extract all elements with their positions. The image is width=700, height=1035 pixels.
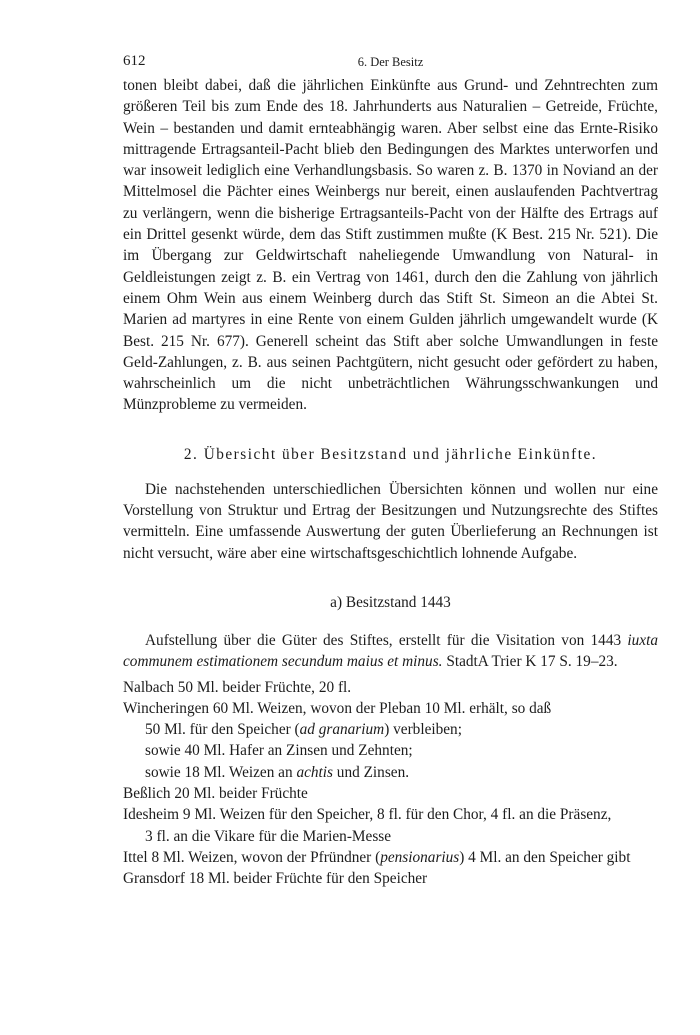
inventory-list — [123, 677, 658, 890]
page-number: 612 — [123, 53, 146, 69]
latin-phrase: iuxta communem estimationem secundum maius et minus. — [123, 631, 658, 671]
intro-text: Aufstellung über die Güter des Stiftes, erstellt für die Visitation von 1443 — [145, 631, 628, 649]
entry-line: Idesheim 9 Ml. Weizen für den Speicher, 8 fl. für den Chor, 4 fl. an die Präsenz, — [123, 806, 612, 824]
entry-continuation: sowie 18 Ml. Weizen an achtis und Zinsen. — [145, 763, 410, 781]
list-item-nalbach: Nalbach 50 Ml. beider Früchte, 20 fl. — [123, 678, 352, 696]
running-title: 6. Der Besitz — [357, 55, 424, 69]
latin-term: pensionarius — [380, 848, 460, 866]
list-item-ittel: Ittel 8 Ml. Weizen, wovon der Pfründner (pensionarius) 4 Ml. an den Speicher gibt — [123, 848, 631, 866]
list-item-besslich: Beßlich 20 Ml. beider Früchte — [123, 785, 308, 803]
list-item-idesheim — [123, 804, 658, 847]
body-paragraph-inventory-intro — [123, 630, 658, 673]
latin-term: achtis — [296, 763, 333, 781]
page-header — [123, 53, 658, 75]
book-page — [123, 53, 658, 890]
entry-continuation: 50 Ml. für den Speicher (ad granarium) verbleiben; — [145, 721, 462, 739]
body-paragraph-overview: Die nachstehenden unterschiedlichen Übersichten können und wollen nur eine Vorstellung von Struktur und Ertrag der Besitzungen und Nutzungsrechte des Stiftes vermitteln. Eine umfassende Auswertung der guten Überlieferung an Rechnungen ist nicht versucht, wäre aber eine wirtschaftsgeschichtlich lohnende Aufgabe. — [123, 480, 658, 562]
entry-continuation: 3 fl. an die Vikare für die Marien-Messe — [145, 827, 392, 845]
entry-line: Wincheringen 60 Ml. Weizen, wovon der Pleban 10 Ml. erhält, so daß — [123, 699, 552, 717]
source-citation: StadtA Trier K 17 S. 19–23. — [442, 653, 618, 671]
latin-term: ad granarium — [299, 721, 385, 739]
body-paragraph-continued: tonen bleibt dabei, daß die jährlichen Einkünfte aus Grund- und Zehntrechten zum größeren Teil bis zum Ende des 18. Jahrhunderts aus Naturalien – Getreide, Früchte, Wein – bestanden und damit ernteabhängig waren. Aber selbst eine das Ernte-Risiko mittragende Ertragsanteil-Pacht blieb den Bedingungen des Marktes unterworfen und war insoweit lediglich eine Verhandlungsbasis. So waren z. B. 1370 in Noviand an der Mittelmosel die Pächter eines Weinbergs nur bereit, einen auslaufenden Pachtvertrag zu verlängern, wenn die bisherige Ertragsanteils-Pacht von der Hälfte des Ertrags auf ein Drittel gesenkt würde, dem das Stift zustimmen mußte (K Best. 215 Nr. 521). Die im Übergang zur Geldwirtschaft naheliegende Umwandlung von Natural- in Geldleistungen zeigt z. B. ein Vertrag von 1461, durch den die Zahlung von jährlich einem Ohm Wein aus einem Weinberg durch das Stift St. Simeon an die Abtei St. Marien ad martyres in eine Rente von einem Gulden jährlich umgewandelt wurde (K Best. 215 Nr. 677). Generell scheint das Stift aber solche Umwandlungen in feste Geld-Zahlungen, z. B. aus seinen Pachtgütern, nicht gesucht oder gefördert zu haben, wahrscheinlich um die nicht unbeträchtlichen Währungsschwankungen und Münzprobleme zu vermeiden. — [123, 77, 658, 414]
list-item-gransdorf: Gransdorf 18 Ml. beider Früchte für den Speicher — [123, 870, 428, 888]
subsection-heading: a) Besitzstand 1443 — [330, 593, 451, 611]
entry-continuation: sowie 40 Ml. Hafer an Zinsen und Zehnten; — [145, 742, 413, 760]
section-heading: 2. Übersicht über Besitzstand und jährliche Einkünfte. — [183, 445, 598, 463]
list-item-wincheringen — [123, 698, 658, 783]
